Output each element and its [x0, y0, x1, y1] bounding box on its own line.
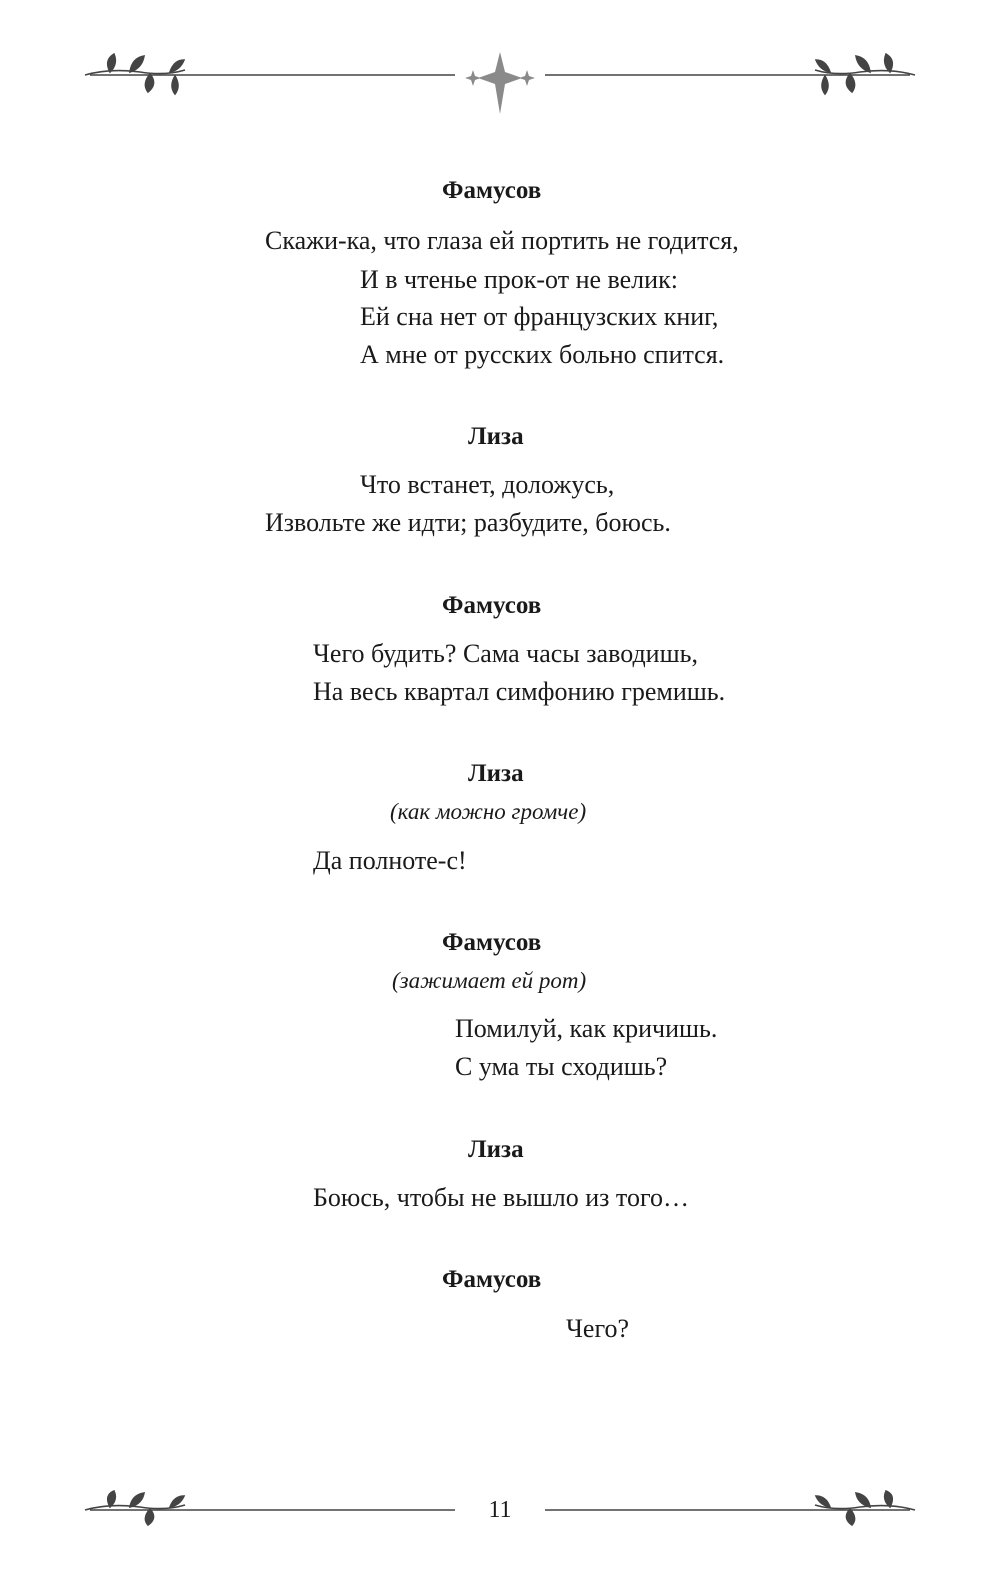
speaker-name: Фамусов: [442, 1266, 542, 1293]
verse-line: А мне от русских больно спится.: [360, 340, 725, 369]
verse-line: С ума ты сходишь?: [455, 1052, 668, 1081]
verse-line: На весь квартал симфонию гремишь.: [313, 677, 726, 706]
verse-line: Помилуй, как кричишь.: [455, 1014, 718, 1043]
verse-line: Ей сна нет от французских книг,: [360, 302, 719, 331]
verse-line: Скажи-ка, что глаза ей портить не годится,: [265, 226, 739, 255]
verse-line: Что встанет, доложусь,: [360, 470, 615, 499]
verse-line: Извольте же идти; разбудите, боюсь.: [265, 508, 671, 537]
verse-line: Чего?: [566, 1314, 629, 1343]
verse-line: Чего будить? Сама часы заводишь,: [313, 639, 698, 668]
page-number: 11: [488, 1497, 512, 1523]
stage-direction: (как можно громче): [390, 799, 587, 824]
speaker-name: Лиза: [468, 760, 524, 787]
verse-line: Боюсь, чтобы не вышло из того…: [313, 1183, 689, 1212]
speaker-name: Лиза: [468, 423, 524, 450]
speaker-name: Фамусов: [442, 177, 542, 204]
speaker-name: Фамусов: [442, 592, 542, 619]
verse-line: Да полноте-с!: [313, 846, 467, 875]
speaker-name: Фамусов: [442, 929, 542, 956]
verse-line: И в чтенье прок-от не велик:: [360, 265, 678, 294]
top-ornament: [0, 50, 1000, 120]
stage-direction: (зажимает ей рот): [392, 968, 587, 993]
speaker-name: Лиза: [468, 1136, 524, 1163]
